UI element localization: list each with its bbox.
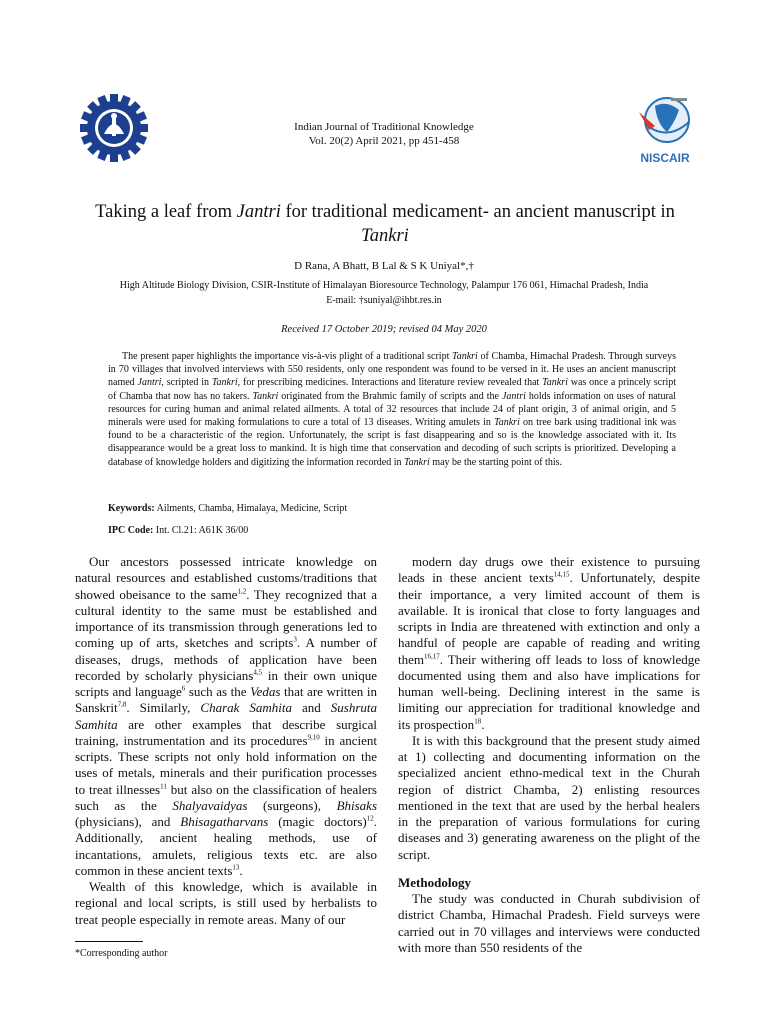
body-column-right	[398, 554, 700, 956]
text-run: Wealth of this knowledge, which is available in regional and local scripts, is still used by herbalists to treat people especially in remote areas. Many of our	[75, 879, 377, 927]
abstract	[108, 350, 676, 469]
ipc-value: Int. Cl.21: A61K 36/00	[155, 525, 249, 536]
text-run: holds information on uses of natural resources for curing human and animal related ailments. A total of 32 resources that include 24 of plant origin, 3 of animal origin, and 5 minerals were used for making formulations to cure a total of 13 diseases. Writing amulets in	[108, 390, 676, 429]
italic-term: Charak Samhita	[200, 700, 293, 716]
footnote-rule	[75, 941, 143, 942]
journal-header	[250, 120, 518, 148]
received-dates: Received 17 October 2019; revised 04 May 2020	[281, 324, 487, 335]
italic-term: Tankri	[452, 351, 478, 362]
right-column-paragraphs	[398, 554, 700, 863]
italic-term: Jantri	[137, 377, 162, 389]
journal-volume: Vol. 20(2) April 2021, pp 451-458	[308, 135, 460, 147]
text-run: in their own unique scripts and language	[75, 667, 377, 699]
text-run: that are written in Sanskrit	[75, 684, 377, 716]
affiliation: High Altitude Biology Division, CSIR-Institute of Himalayan Bioresource Technology, Palampur 176 061, Himachal Pradesh, India	[119, 280, 649, 291]
citation-superscript: 16,17	[424, 652, 440, 661]
body-paragraph	[75, 554, 377, 879]
italic-term: Jantri	[501, 390, 526, 402]
citation-superscript: 6	[181, 684, 186, 693]
text-run: The present paper highlights the importance vis-à-vis plight of a traditional script	[122, 351, 453, 362]
gear-tooth	[80, 124, 90, 132]
citation-superscript: 7,8	[117, 700, 127, 709]
email: E-mail: †suniyal@ihbt.res.in	[326, 295, 442, 306]
text-run: . Unfortunately, despite their importance, a very limited account of them is available. It is ironical that close to forty languages and scripts in India are threatened with extinction and only a handful of people are capable of reading and writing them	[398, 570, 701, 667]
author-list: D Rana, A Bhatt, B Lal & S K Uniyal*,†	[294, 260, 474, 272]
text-run: originated from the Brahmic family of scripts and the	[278, 390, 502, 402]
methodology-paragraph: The study was conducted in Churah subdivision of district Chamba, Himachal Pradesh. Field surveys were carried out in 70 villages and interviews were conducted with more than 550 residents of the	[398, 891, 700, 955]
citation-superscript: 9,10	[307, 733, 320, 742]
citation-superscript: 12	[366, 814, 374, 823]
gear-tooth	[110, 152, 118, 162]
text-run: , for prescribing medicines. Interactions and literature review revealed that	[237, 377, 543, 389]
italic-term: Vedas	[250, 684, 281, 699]
title-text-2: for traditional medicament- an ancient manuscript in	[280, 202, 675, 222]
italic-term: Shalyavaidyas	[172, 797, 248, 813]
keywords-label: Keywords:	[108, 503, 155, 514]
italic-term: Tankri	[542, 377, 568, 389]
citation-superscript: 18	[474, 717, 482, 726]
text-run: on tree bark using traditional ink was found to be a characteristic of the region. Unfortunately, the script is fast disappearing and so is the knowledge associated with it. Its disappearance would be a great loss to mankind. It is high time that conservation and decoding of such scripts is prioritized. Developing a database of knowledge holders and digitizing the information recorded in	[108, 417, 676, 468]
text-run: but also on the classification of healers such as the	[75, 781, 377, 813]
footnote: *Corresponding author	[75, 948, 168, 959]
italic-term: Tankri	[252, 390, 279, 402]
text-run: such as the	[185, 684, 251, 699]
citation-superscript: 14,15	[553, 570, 570, 579]
italic-term: Tankri	[211, 377, 238, 389]
text-run: was once a princely script of Chamba that now has no takers.	[108, 377, 677, 402]
text-run: . Similarly,	[126, 700, 201, 716]
gear-tooth	[138, 124, 148, 132]
text-run: may be the starting point of this.	[429, 456, 562, 468]
citation-superscript: 13	[232, 863, 240, 872]
italic-term: Sushruta Samhita	[75, 700, 377, 732]
citation-superscript: 3	[293, 635, 297, 644]
text-run: of Chamba, Himachal Pradesh. Through surveys in 70 villages that involved interviews with 550 residents, only one respondent was found to be versed in it. He uses an ancient manuscript named	[108, 351, 676, 389]
text-run: , scripted in	[161, 377, 212, 389]
text-run: . Additionally, ancient healing methods, use of incantations, amulets, religious texts etc. are also common in these ancient texts	[75, 814, 377, 878]
body-paragraph	[398, 733, 700, 863]
text-run: . They recognized that a cultural identity to the same must be established and importance of its transmission through generations led to coming up of arts, sketches and scripts	[75, 586, 377, 651]
section-heading-methodology: Methodology	[398, 874, 471, 890]
body-column-left	[75, 554, 377, 928]
affiliation-block	[60, 278, 708, 308]
text-run: .	[239, 862, 243, 878]
title-italic-1: Jantri	[236, 202, 281, 222]
citation-superscript: 1,2	[237, 587, 247, 596]
italic-term: Bhisaks	[336, 797, 378, 813]
keywords-value: Ailments, Chamba, Himalaya, Medicine, Script	[156, 503, 348, 514]
italic-term: Tankri	[404, 456, 430, 468]
citation-superscript: 4,5	[253, 668, 263, 677]
title-text-1: Taking a leaf from	[95, 202, 237, 222]
text-run: (physicians), and	[75, 814, 181, 829]
body-paragraph	[398, 554, 700, 733]
citation-superscript: 11	[160, 782, 167, 791]
niscair-logo-text: NISCAIR	[640, 151, 690, 165]
text-run: in ancient scripts. These scripts not only hold information on the uses of metals, minerals and their purification processes to treat illnesses	[75, 732, 377, 797]
text-run: . A number of diseases, drugs, methods of application have been recorded by scholarly physicians	[75, 635, 378, 683]
ipc-code	[108, 525, 676, 536]
text-run: . Their withering off leads to loss of knowledge documented using them and also have implications for human well-being. Declining interest in the same is limiting our appreciation for traditional knowledge and its prospection	[398, 651, 700, 732]
article-title	[70, 200, 700, 248]
text-run: .	[481, 716, 485, 732]
gear-tooth	[110, 94, 118, 104]
csir-gear-logo-icon	[78, 92, 150, 164]
text-run: Our ancestors possessed intricate knowledge on natural resources and established customs/traditions that showed obeisance to the same	[75, 554, 377, 602]
text-run: (surgeons),	[247, 797, 337, 813]
keywords	[108, 503, 676, 514]
text-run: modern day drugs owe their existence to pursuing leads in these ancient texts	[398, 554, 700, 586]
niscair-logo-icon	[627, 92, 703, 166]
journal-name: Indian Journal of Traditional Knowledge	[294, 121, 474, 133]
ipc-label: IPC Code:	[108, 525, 154, 536]
italic-term: Tankri	[494, 417, 520, 429]
italic-term: Bhisagatharvans	[180, 814, 269, 829]
text-run: It is with this background that the present study aimed at 1) collecting and documenting information on the specialized ancient ethno-medical text in the Churah region of district Chamba, 2) enlisting resources mentioned in the text that are used by the herbal healers in the preparation of various formulations for curing diseases and 3) generating awareness on the plight of the script.	[398, 732, 700, 862]
text-run: are other examples that describe surgical training, instrumentation and its procedures	[75, 716, 377, 748]
text-run: (magic doctors)	[268, 814, 367, 829]
body-paragraph	[75, 879, 377, 928]
text-run: and	[292, 700, 331, 716]
title-italic-2: Tankri	[361, 226, 409, 246]
